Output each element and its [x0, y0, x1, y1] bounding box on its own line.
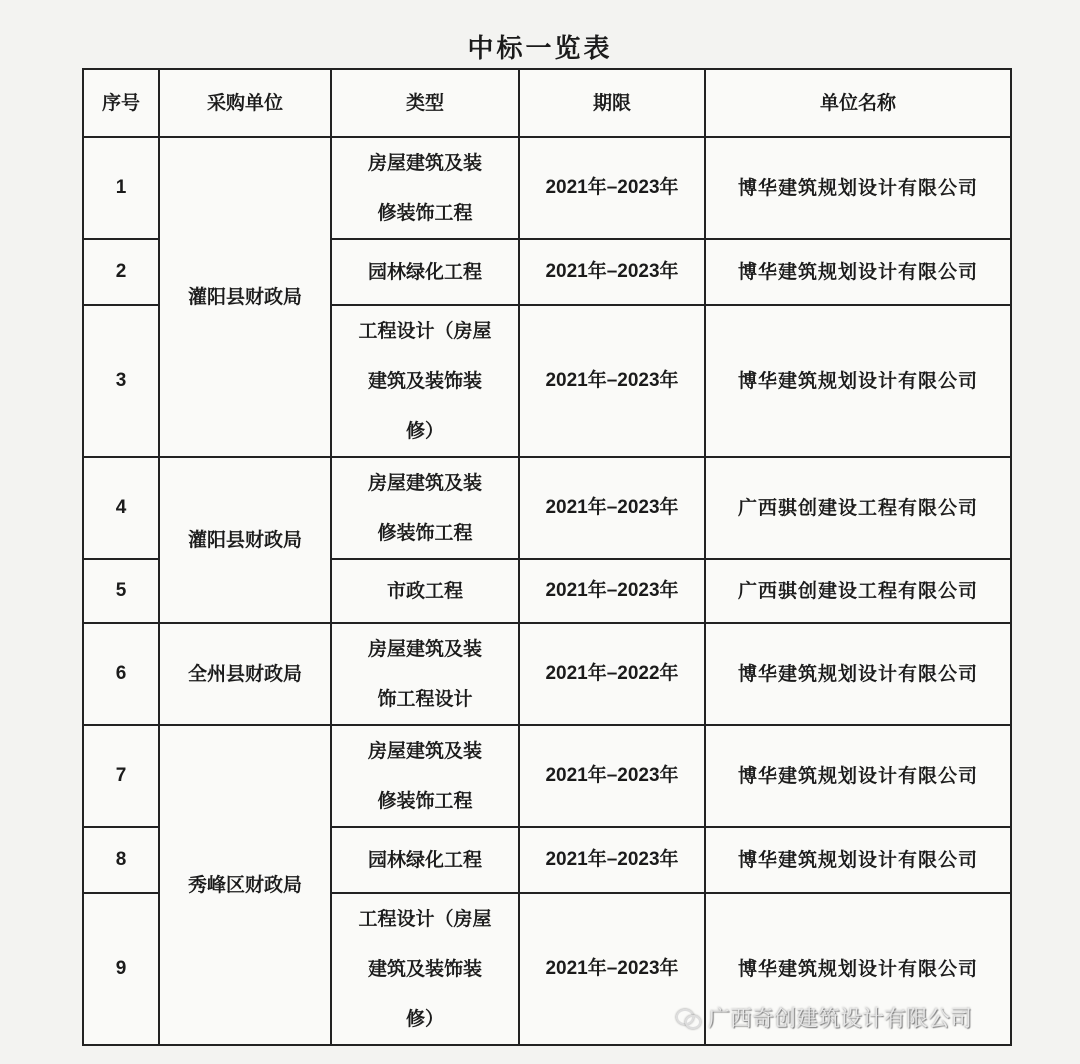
type-cell [331, 725, 519, 827]
type-line: 房屋建筑及装 [367, 638, 482, 660]
type-line: 房屋建筑及装 [367, 152, 482, 174]
type-line: 房屋建筑及装 [367, 472, 482, 494]
type-cell [331, 623, 519, 725]
period-cell: 2021年–2023年 [519, 137, 705, 239]
page-title: 中标一览表 [467, 34, 613, 64]
type-cell [331, 137, 519, 239]
purchaser-cell: 灌阳县财政局 [159, 137, 331, 457]
row-number: 8 [83, 827, 159, 893]
row-number: 9 [83, 893, 159, 1045]
company-cell: 博华建筑规划设计有限公司 [705, 893, 1011, 1045]
company-cell: 博华建筑规划设计有限公司 [705, 827, 1011, 893]
type-cell: 园林绿化工程 [331, 827, 519, 893]
company-cell: 博华建筑规划设计有限公司 [705, 623, 1011, 725]
type-line: 饰工程设计 [377, 688, 473, 710]
header-row [83, 69, 1011, 137]
table-row [83, 137, 1011, 239]
company-cell: 博华建筑规划设计有限公司 [705, 239, 1011, 305]
header-type: 类型 [331, 69, 519, 137]
table-row [83, 725, 1011, 827]
watermark [676, 1002, 972, 1033]
type-cell [331, 893, 519, 1045]
wechat-icon [676, 1007, 702, 1029]
period-cell: 2021年–2023年 [519, 305, 705, 457]
period-cell: 2021年–2022年 [519, 623, 705, 725]
company-cell: 广西骐创建设工程有限公司 [705, 457, 1011, 559]
type-line: 修） [405, 420, 444, 442]
row-number: 3 [83, 305, 159, 457]
period-cell: 2021年–2023年 [519, 827, 705, 893]
type-line: 建筑及装饰装 [367, 958, 482, 980]
row-number: 7 [83, 725, 159, 827]
header-company: 单位名称 [705, 69, 1011, 137]
header-purchaser: 采购单位 [159, 69, 331, 137]
bid-results-table [82, 68, 1012, 1046]
purchaser-cell: 秀峰区财政局 [159, 725, 331, 1045]
type-line: 建筑及装饰装 [367, 370, 482, 392]
company-cell: 博华建筑规划设计有限公司 [705, 725, 1011, 827]
period-cell: 2021年–2023年 [519, 457, 705, 559]
period-cell: 2021年–2023年 [519, 725, 705, 827]
company-cell: 广西骐创建设工程有限公司 [705, 559, 1011, 623]
type-line: 修装饰工程 [377, 202, 473, 224]
row-number: 4 [83, 457, 159, 559]
purchaser-cell: 全州县财政局 [159, 623, 331, 725]
row-number: 1 [83, 137, 159, 239]
row-number: 5 [83, 559, 159, 623]
type-line: 修） [405, 1008, 444, 1030]
type-cell [331, 305, 519, 457]
period-cell: 2021年–2023年 [519, 893, 705, 1045]
watermark-text: 广西奇创建筑设计有限公司 [708, 1007, 973, 1032]
header-no: 序号 [83, 69, 159, 137]
company-cell: 博华建筑规划设计有限公司 [705, 305, 1011, 457]
type-cell: 园林绿化工程 [331, 239, 519, 305]
type-line: 房屋建筑及装 [367, 740, 482, 762]
table-row [83, 457, 1011, 559]
type-line: 工程设计（房屋 [358, 320, 492, 342]
purchaser-cell: 灌阳县财政局 [159, 457, 331, 623]
type-line: 修装饰工程 [377, 522, 473, 544]
type-line: 工程设计（房屋 [358, 908, 492, 930]
type-line: 修装饰工程 [377, 790, 473, 812]
table-row [83, 623, 1011, 725]
type-cell [331, 457, 519, 559]
row-number: 6 [83, 623, 159, 725]
period-cell: 2021年–2023年 [519, 559, 705, 623]
header-period: 期限 [519, 69, 705, 137]
company-cell: 博华建筑规划设计有限公司 [705, 137, 1011, 239]
period-cell: 2021年–2023年 [519, 239, 705, 305]
type-cell: 市政工程 [331, 559, 519, 623]
row-number: 2 [83, 239, 159, 305]
